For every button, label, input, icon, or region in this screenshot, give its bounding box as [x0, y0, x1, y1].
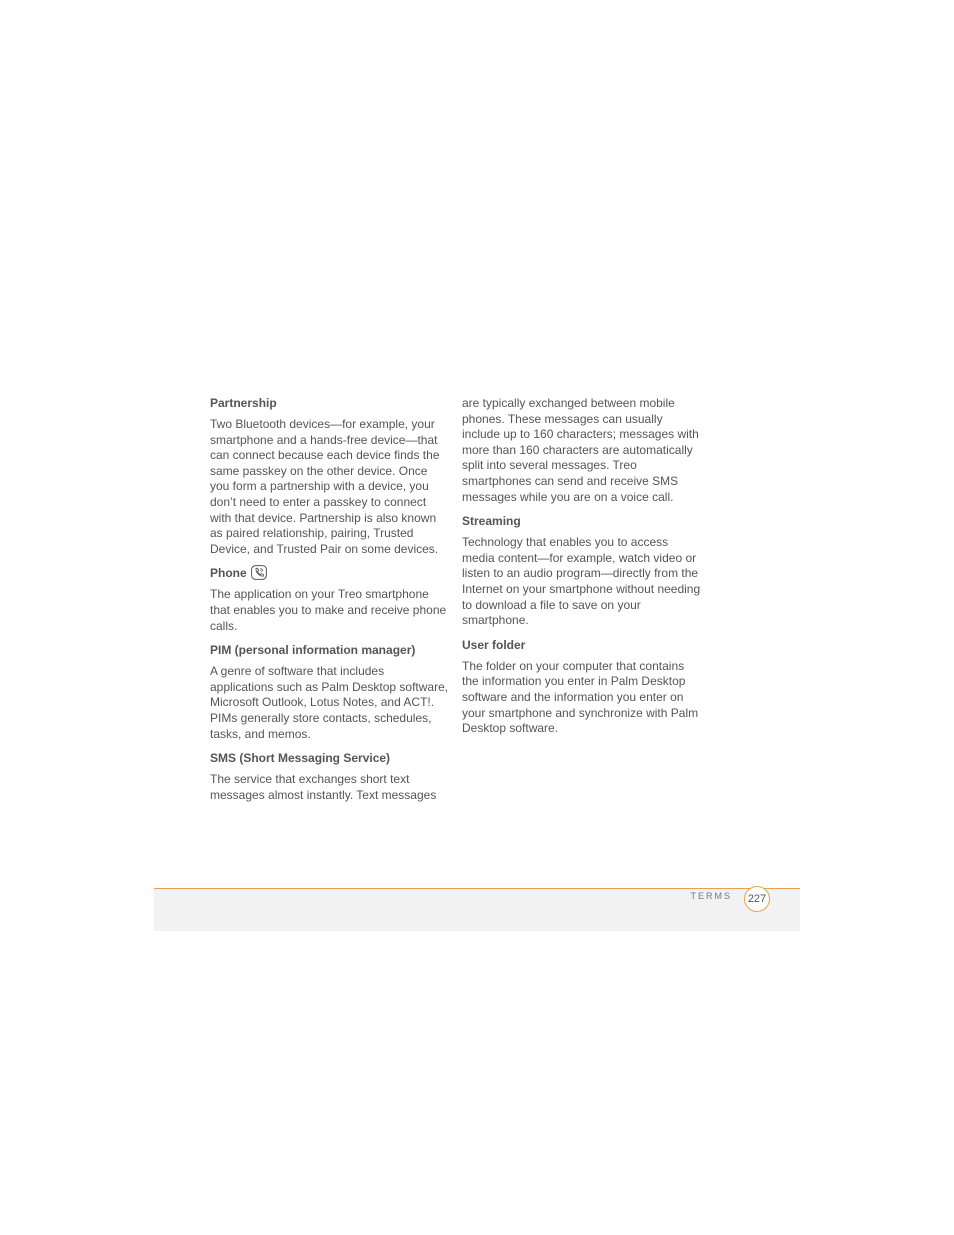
right-column: [462, 395, 702, 745]
term-title-phone-row: [210, 565, 450, 581]
left-column: [210, 395, 450, 811]
term-title-user-folder: User folder: [462, 637, 526, 652]
phone-app-icon: [251, 565, 267, 580]
term-body-sms-continued: are typically exchanged between mobile phones. These messages can usually include up to 160 characters; messages with more than 160 characters are automatically split into several messages. Treo smartphones can send and receive SMS messages while you are on a voice call.: [462, 396, 699, 504]
term-body-pim: A genre of software that includes applications such as Palm Desktop software, Microsoft Outlook, Lotus Notes, and ACT!. PIMs generally store contacts, schedules, tasks, and memos.: [210, 664, 449, 741]
term-title-streaming: Streaming: [462, 514, 521, 529]
term-title-sms: SMS (Short Messaging Service): [210, 751, 391, 766]
term-title-pim: PIM (personal information manager): [210, 643, 416, 658]
term-body-phone: The application on your Treo smartphone that enables you to make and receive phone calls.: [210, 587, 447, 633]
term-body-user-folder: The folder on your computer that contains the information you enter in Palm Desktop software and the information you enter on your smartphone and synchronize with Palm Desktop software.: [462, 658, 699, 736]
term-body-partnership: Two Bluetooth devices—for example, your smartphone and a hands-free device—that can connect because each device finds the same passkey on the other device. Once you form a partnership with a device, you don’t need to enter a passkey to connect with that device. Partnership is also known as paired relationship, pairing, Trusted Device, and Trusted Pair on some devices.: [210, 417, 440, 556]
page-number-badge: 227: [744, 886, 770, 912]
term-body-sms: The service that exchanges short text messages almost instantly. Text messages: [210, 772, 437, 802]
page-footer: [154, 888, 800, 931]
term-title-partnership: Partnership: [210, 396, 277, 410]
term-body-streaming: Technology that enables you to access media content—for example, watch video or listen to an audio program—directly from the Internet on your smartphone without needing to download a file to save on your smartphone.: [462, 535, 701, 628]
footer-section-label: TERMS: [690, 891, 732, 901]
term-title-phone: Phone: [210, 566, 247, 581]
